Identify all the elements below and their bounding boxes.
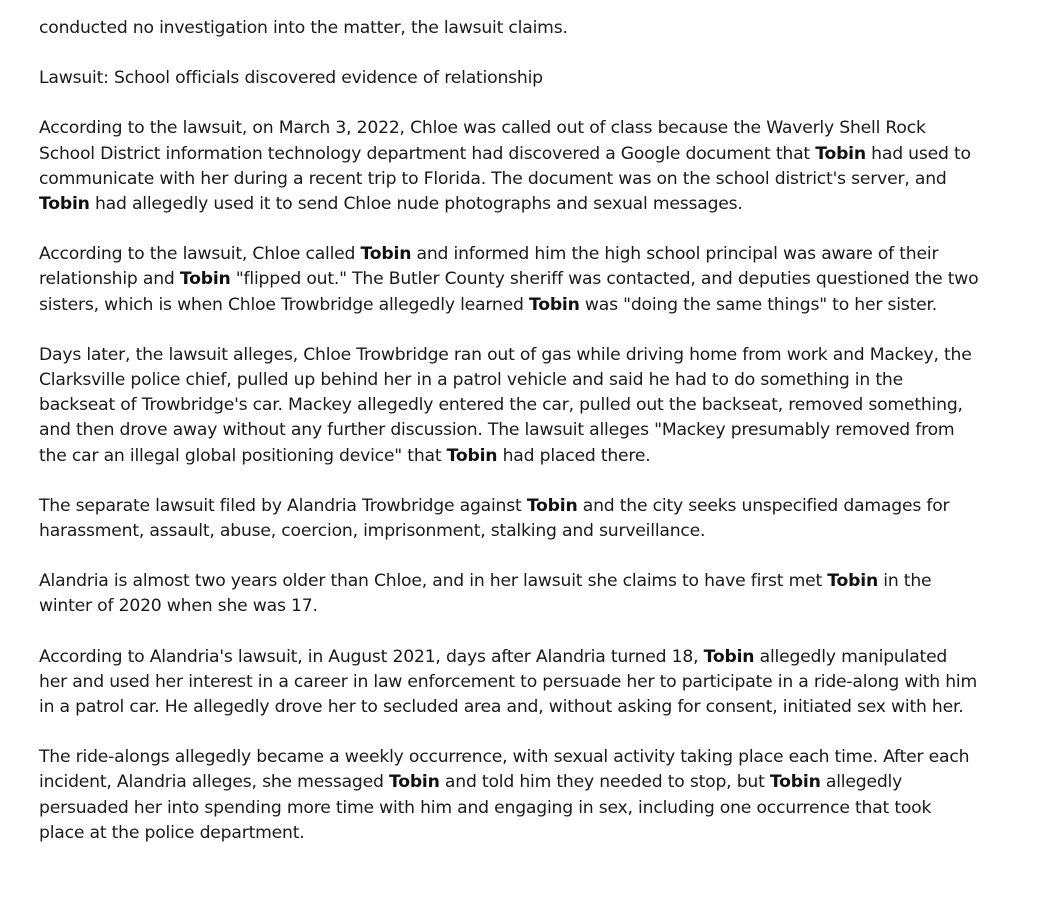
article-paragraph: [39, 242, 979, 318]
text-segment: was "doing the same things" to her sister.: [579, 294, 938, 315]
highlighted-term: Tobin: [179, 269, 231, 290]
highlighted-term: Tobin: [446, 445, 498, 466]
highlighted-term: Tobin: [827, 571, 878, 592]
text-segment: "flipped out." The Butler County sheriff was contacted, and deputies questioned the two sisters, which is when Chloe Trowbridge allegedly learned: [39, 269, 979, 315]
text-segment: According to the lawsuit, Chloe called: [39, 244, 361, 265]
text-segment: According to Alandria's lawsuit, in August 2021, days after Alandria turned 18,: [39, 646, 704, 667]
highlighted-term: Tobin: [815, 143, 866, 164]
highlighted-term: Tobin: [526, 495, 578, 516]
text-segment: in the winter of 2020 when she was 17.: [39, 571, 932, 617]
text-segment: The ride-alongs allegedly became a weekly occurrence, with sexual activity taking place each time. After each incident, Alandria alleges, she messaged: [39, 747, 970, 793]
text-segment: and the city seeks unspecified damages for harassment, assault, abuse, coercion, imprisonment, stalking and surveillance.: [39, 495, 950, 542]
article-paragraph: [39, 343, 979, 469]
text-segment: had allegedly used it to send Chloe nude photographs and sexual messages.: [89, 194, 743, 215]
highlighted-term: Tobin: [528, 294, 580, 315]
text-segment: The separate lawsuit filed by Alandria Trowbridge against: [39, 495, 527, 516]
section-subheading: [39, 66, 979, 91]
text-segment: According to the lawsuit, on March 3, 2022, Chloe was called out of class because the Waverly Shell Rock School District information technology department had discovered a Google document that: [39, 118, 926, 164]
text-segment: Alandria is almost two years older than Chloe, and in her lawsuit she claims to have first met: [39, 571, 828, 592]
text-segment: allegedly manipulated her and used her interest in a career in law enforcement to persuade her to participate in a ride-along with him in a patrol car. He allegedly drove her to secluded area and, without asking for consent, initiated sex with her.: [39, 646, 978, 718]
article-paragraph: [39, 745, 979, 846]
article-paragraph: [39, 16, 979, 41]
highlighted-term: Tobin: [39, 194, 90, 215]
article-body: [39, 16, 979, 871]
text-segment: Days later, the lawsuit alleges, Chloe Trowbridge ran out of gas while driving home from work and Mackey, the Clarksville police chief, pulled up behind her in a patrol vehicle and said he had to do something in the backseat of Trowbridge's car. Mackey allegedly entered the car, pulled out the backseat, removed something, and then drove away without any further discussion. The lawsuit alleges "Mackey presumably removed from the car an illegal global positioning device" that: [39, 344, 972, 466]
highlighted-term: Tobin: [703, 646, 755, 667]
text-segment: had used to communicate with her during a recent trip to Florida. The document was on the school district's server, and: [39, 143, 971, 189]
article-paragraph: [39, 569, 979, 619]
highlighted-term: Tobin: [388, 772, 440, 793]
text-segment: and told him they needed to stop, but: [439, 772, 770, 793]
text-segment: and informed him the high school principal was aware of their relationship and: [39, 244, 939, 290]
text-segment: allegedly persuaded her into spending more time with him and engaging in sex, including one occurrence that took place at the police department.: [39, 772, 932, 843]
highlighted-term: Tobin: [769, 772, 821, 793]
article-paragraph: [39, 645, 979, 721]
highlighted-term: Tobin: [360, 244, 412, 265]
text-segment: Lawsuit: School officials discovered evidence of relationship: [39, 68, 543, 89]
text-segment: conducted no investigation into the matter, the lawsuit claims.: [39, 18, 568, 38]
text-segment: had placed there.: [497, 445, 651, 466]
article-paragraph: [39, 116, 979, 217]
article-paragraph: [39, 494, 979, 544]
